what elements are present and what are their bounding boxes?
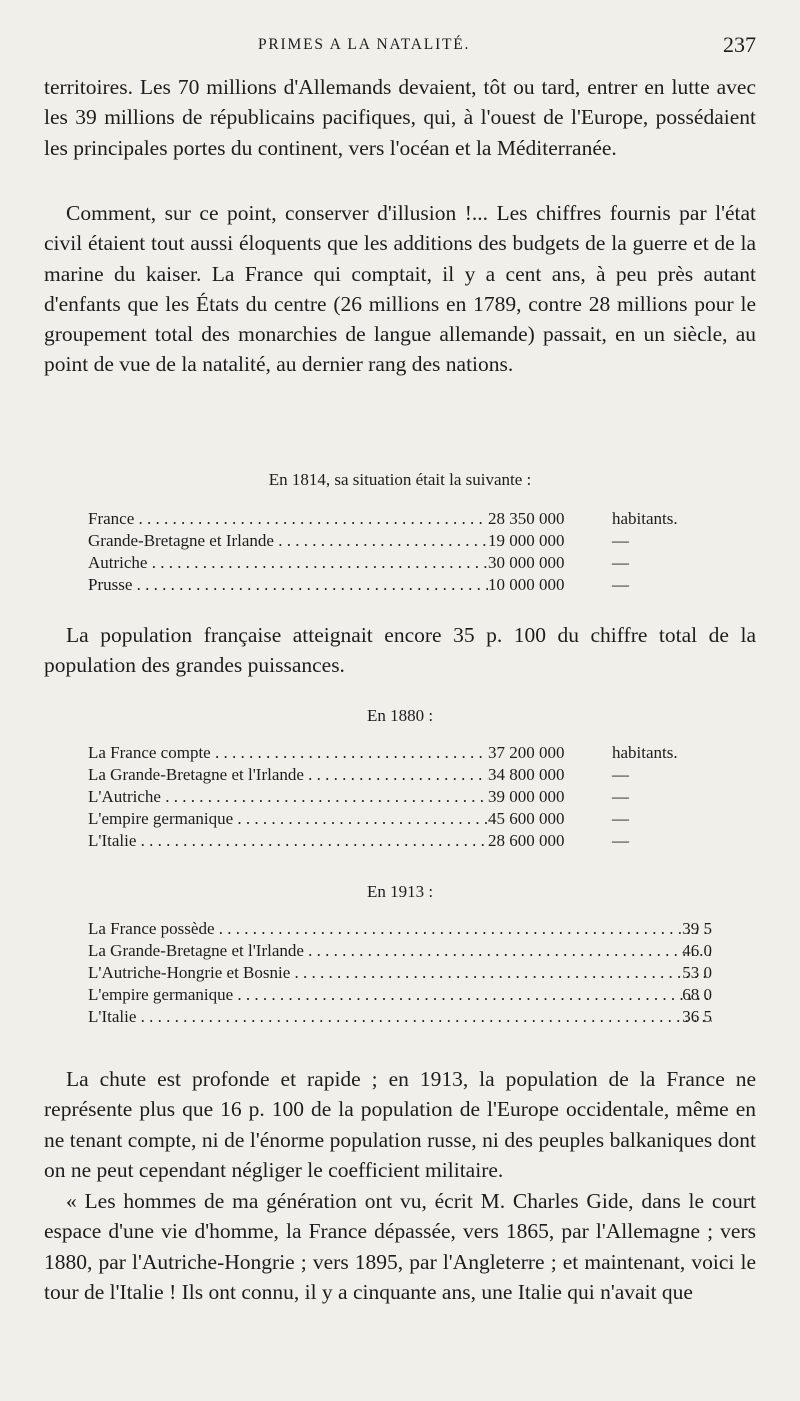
table-row	[88, 962, 712, 984]
population-table-1880	[88, 742, 728, 852]
row-label: L'Italie	[88, 1007, 137, 1026]
row-value: 39 000 000	[488, 787, 565, 806]
row-value: 45 600 000	[488, 809, 565, 828]
row-unit: habitants.	[612, 509, 678, 528]
row-value: 28 350 000	[488, 509, 565, 528]
row-label: L'empire germanique	[88, 985, 234, 1004]
row-label: L'Autriche-Hongrie et Bosnie	[88, 963, 291, 982]
row-value: 39 5	[682, 919, 712, 938]
row-label: Grande-Bretagne et Irlande	[88, 531, 274, 550]
page-header	[44, 34, 756, 64]
row-label: La Grande-Bretagne et l'Irlande	[88, 941, 304, 960]
row-label: La France possède	[88, 919, 215, 938]
row-unit: —	[612, 575, 629, 594]
row-unit: —	[612, 809, 629, 828]
caption-1913: En 1913 :	[366, 882, 434, 901]
row-label: France	[88, 509, 135, 528]
table-row	[88, 508, 728, 530]
row-unit: habitants.	[612, 743, 678, 762]
row-label: Prusse	[88, 575, 133, 594]
running-title: PRIMES A LA NATALITÉ.	[258, 36, 471, 53]
caption-1814: En 1814, sa situation était la suivante :	[268, 470, 532, 489]
paragraph-1: territoires. Les 70 millions d'Allemands devaient, tôt ou tard, entrer en lutte avec les 39 millions de républicains pacifiques, qui, à l'ouest de l'Europe, possédaient les principales portes du continent, vers l'océan et la Méditerranée.	[44, 75, 756, 160]
table-row	[88, 1006, 712, 1028]
paragraph-4: La chute est profonde et rapide ; en 1913, la population de la France ne représente plus que 16 p. 100 de la population de l'Europe occidentale, même en ne tenant compte, ni de l'énorme population russe, ni des peuples balkaniques dont on ne peut cependant négliger le coefficient militaire.	[44, 1067, 756, 1182]
population-table-1814	[88, 508, 728, 596]
row-label: La Grande-Bretagne et l'Irlande	[88, 765, 304, 784]
row-value: 37 200 000	[488, 743, 565, 762]
table-row	[88, 764, 728, 786]
paragraph-5: « Les hommes de ma génération ont vu, écrit M. Charles Gide, dans le court espace d'une vie d'homme, la France dépassée, vers 1865, par l'Allemagne ; vers 1880, par l'Autriche-Hongrie ; vers 1895, par l'Angleterre ; et maintenant, voici le tour de l'Italie ! Ils ont connu, il y a cinquante ans, une Italie qui n'avait que	[44, 1189, 756, 1304]
table-row	[88, 530, 728, 552]
paragraph-3: La population française atteignait encore 35 p. 100 du chiffre total de la population des grandes puissances.	[44, 623, 756, 678]
row-value: 53 0	[682, 963, 712, 982]
row-label: Autriche	[88, 553, 148, 572]
table-row	[88, 940, 712, 962]
caption-1880: En 1880 :	[366, 706, 434, 725]
row-unit: —	[612, 831, 629, 850]
row-value: 28 600 000	[488, 831, 565, 850]
table-row	[88, 742, 728, 764]
table-row	[88, 786, 728, 808]
table-row	[88, 918, 712, 940]
row-value: 46 0	[682, 941, 712, 960]
row-label: La France compte	[88, 743, 211, 762]
row-value: 19 000 000	[488, 531, 565, 550]
page-number: 237	[723, 32, 756, 57]
table-row	[88, 808, 728, 830]
row-label: L'Autriche	[88, 787, 161, 806]
row-label: L'Italie	[88, 831, 137, 850]
row-unit: —	[612, 787, 629, 806]
row-value: 36 5	[682, 1007, 712, 1026]
table-row	[88, 984, 712, 1006]
paragraph-2: Comment, sur ce point, conserver d'illusion !... Les chiffres fournis par l'état civil étaient tout aussi éloquents que les additions des budgets de la guerre et de la marine du kaiser. La France qui comptait, il y a cent ans, à peu près autant d'enfants que les États du centre (26 millions en 1789, contre 28 millions pour le groupement total des monarchies de langue allemande) passait, en un siècle, au point de vue de la natalité, au dernier rang des nations.	[44, 201, 756, 377]
row-unit: —	[612, 531, 629, 550]
row-value: 34 800 000	[488, 765, 565, 784]
table-row	[88, 574, 728, 596]
table-row	[88, 552, 728, 574]
row-label: L'empire germanique	[88, 809, 234, 828]
row-value: 68 0	[682, 985, 712, 1004]
row-unit: —	[612, 553, 629, 572]
row-value: 30 000 000	[488, 553, 565, 572]
population-table-1913	[88, 918, 712, 1028]
row-value: 10 000 000	[488, 575, 565, 594]
table-row	[88, 830, 728, 852]
row-unit: —	[612, 765, 629, 784]
